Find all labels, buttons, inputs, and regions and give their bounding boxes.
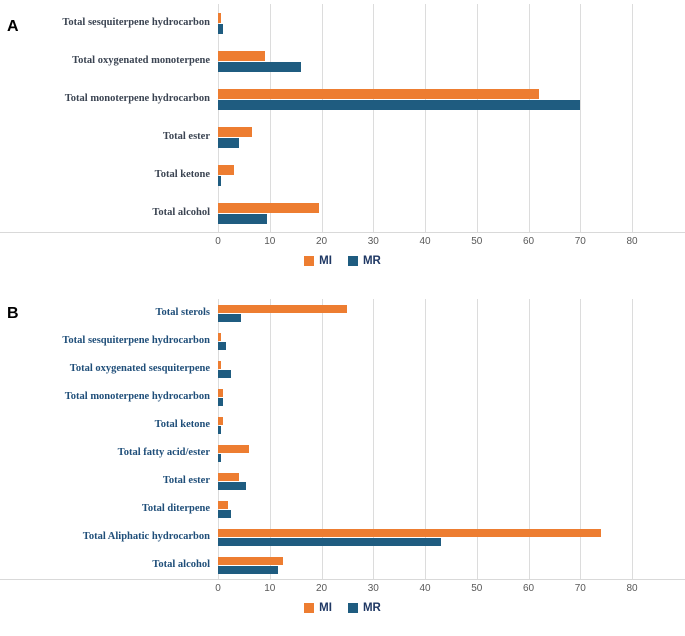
category-labels	[0, 4, 218, 232]
legend-label: MR	[362, 602, 381, 614]
legend	[0, 600, 685, 616]
x-axis-tick-label: 70	[574, 583, 586, 594]
x-axis-tick-label: 40	[419, 236, 431, 247]
x-axis-tick-label: 10	[264, 583, 276, 594]
bar-group	[218, 194, 632, 232]
x-axis-tick-label: 80	[626, 236, 638, 247]
bar-mi	[218, 473, 239, 481]
x-axis-tick-label: 80	[626, 583, 638, 594]
bar-mr	[218, 138, 239, 148]
legend-swatch-mi	[304, 603, 314, 613]
gridline	[632, 4, 633, 232]
category-label: Total ester	[162, 131, 210, 143]
bar-mr	[218, 176, 221, 186]
bar-mi	[218, 417, 223, 425]
bar-mr	[218, 342, 226, 350]
legend-label: MR	[362, 255, 381, 267]
x-axis-tick-label: 20	[315, 236, 328, 247]
bar-mr	[218, 314, 241, 322]
x-axis	[215, 580, 638, 596]
panel-a-letter: A	[7, 18, 19, 35]
bar-group	[218, 495, 632, 523]
chart-a	[0, 4, 685, 269]
bar-mi	[218, 557, 283, 565]
bar-group	[218, 118, 632, 156]
x-axis-tick-label: 0	[215, 236, 221, 247]
x-axis-tick-label: 70	[574, 236, 586, 247]
bar-mi	[218, 389, 223, 397]
bar-group	[218, 383, 632, 411]
category-label: Total oxygenated monoterpene	[72, 55, 210, 67]
bar-mr	[218, 214, 267, 224]
bar-mr	[218, 370, 231, 378]
x-axis-tick-label: 10	[264, 236, 276, 247]
bar-mi	[218, 13, 221, 23]
bar-group	[218, 327, 632, 355]
bar-mi	[218, 305, 347, 313]
bar-mr	[218, 482, 246, 490]
bar-mi	[218, 529, 601, 537]
plot-area	[218, 4, 632, 232]
category-label: Total sterols	[155, 307, 210, 319]
x-axis-tick-label: 30	[367, 236, 379, 247]
bar-group	[218, 467, 632, 495]
category-label: Total sesquiterpene hydrocarbon	[62, 17, 210, 29]
legend-item	[304, 602, 332, 614]
legend-item	[304, 255, 332, 267]
bar-mi	[218, 127, 252, 137]
category-label: Total alcohol	[152, 559, 210, 571]
panel-a	[0, 4, 685, 269]
bar-group	[218, 156, 632, 194]
bar-group	[218, 80, 632, 118]
bar-group	[218, 299, 632, 327]
category-label: Total ester	[162, 475, 210, 487]
x-axis-tick-label: 60	[522, 236, 535, 247]
legend-label: MI	[319, 602, 332, 614]
category-label: Total ketone	[154, 419, 210, 431]
category-label: Total fatty acid/ester	[117, 447, 210, 459]
x-axis-tick-label: 50	[471, 583, 483, 594]
category-label: Total monoterpene hydrocarbon	[64, 391, 210, 403]
bar-mi	[218, 165, 234, 175]
legend-swatch-mr	[348, 256, 358, 266]
bar-group	[218, 439, 632, 467]
chart-b	[0, 299, 685, 616]
legend-item	[348, 255, 381, 267]
category-label: Total Aliphatic hydrocarbon	[82, 531, 210, 543]
bar-rows	[218, 4, 632, 232]
x-axis	[215, 233, 638, 249]
bar-group	[218, 551, 632, 579]
bar-mr	[218, 426, 221, 434]
category-label: Total alcohol	[152, 207, 210, 219]
panel-b	[0, 299, 685, 616]
bar-group	[218, 523, 632, 551]
x-axis-tick-label: 20	[315, 583, 328, 594]
bar-group	[218, 411, 632, 439]
bar-mr	[218, 24, 223, 34]
bar-mi	[218, 333, 221, 341]
plot-area	[218, 299, 632, 579]
bar-group	[218, 42, 632, 80]
bar-mr	[218, 454, 221, 462]
bar-mr	[218, 538, 441, 546]
legend-swatch-mi	[304, 256, 314, 266]
x-axis-tick-label: 0	[215, 583, 221, 594]
legend-swatch-mr	[348, 603, 358, 613]
bar-mr	[218, 510, 231, 518]
bar-mr	[218, 566, 278, 574]
bar-group	[218, 355, 632, 383]
x-axis-tick-label: 40	[419, 583, 431, 594]
bar-mi	[218, 89, 539, 99]
bar-mi	[218, 445, 249, 453]
legend	[0, 253, 685, 269]
x-axis-tick-label: 30	[367, 583, 379, 594]
chart-body	[0, 299, 685, 580]
x-axis-tick-label: 50	[471, 236, 483, 247]
bar-mr	[218, 100, 580, 110]
category-label: Total oxygenated sesquiterpene	[69, 363, 210, 375]
bar-group	[218, 4, 632, 42]
legend-item	[348, 602, 381, 614]
bar-rows	[218, 299, 632, 579]
category-labels	[0, 299, 218, 579]
panel-b-letter: B	[7, 305, 19, 322]
legend-label: MI	[319, 255, 332, 267]
bar-mi	[218, 51, 265, 61]
bar-mr	[218, 398, 223, 406]
category-label: Total sesquiterpene hydrocarbon	[62, 335, 210, 347]
bar-mr	[218, 62, 301, 72]
category-label: Total diterpene	[141, 503, 210, 515]
category-label: Total ketone	[154, 169, 210, 181]
category-label: Total monoterpene hydrocarbon	[64, 93, 210, 105]
gridline	[632, 299, 633, 579]
x-axis-tick-label: 60	[522, 583, 535, 594]
bar-mi	[218, 361, 221, 369]
bar-mi	[218, 203, 319, 213]
chart-body	[0, 4, 685, 233]
bar-mi	[218, 501, 228, 509]
